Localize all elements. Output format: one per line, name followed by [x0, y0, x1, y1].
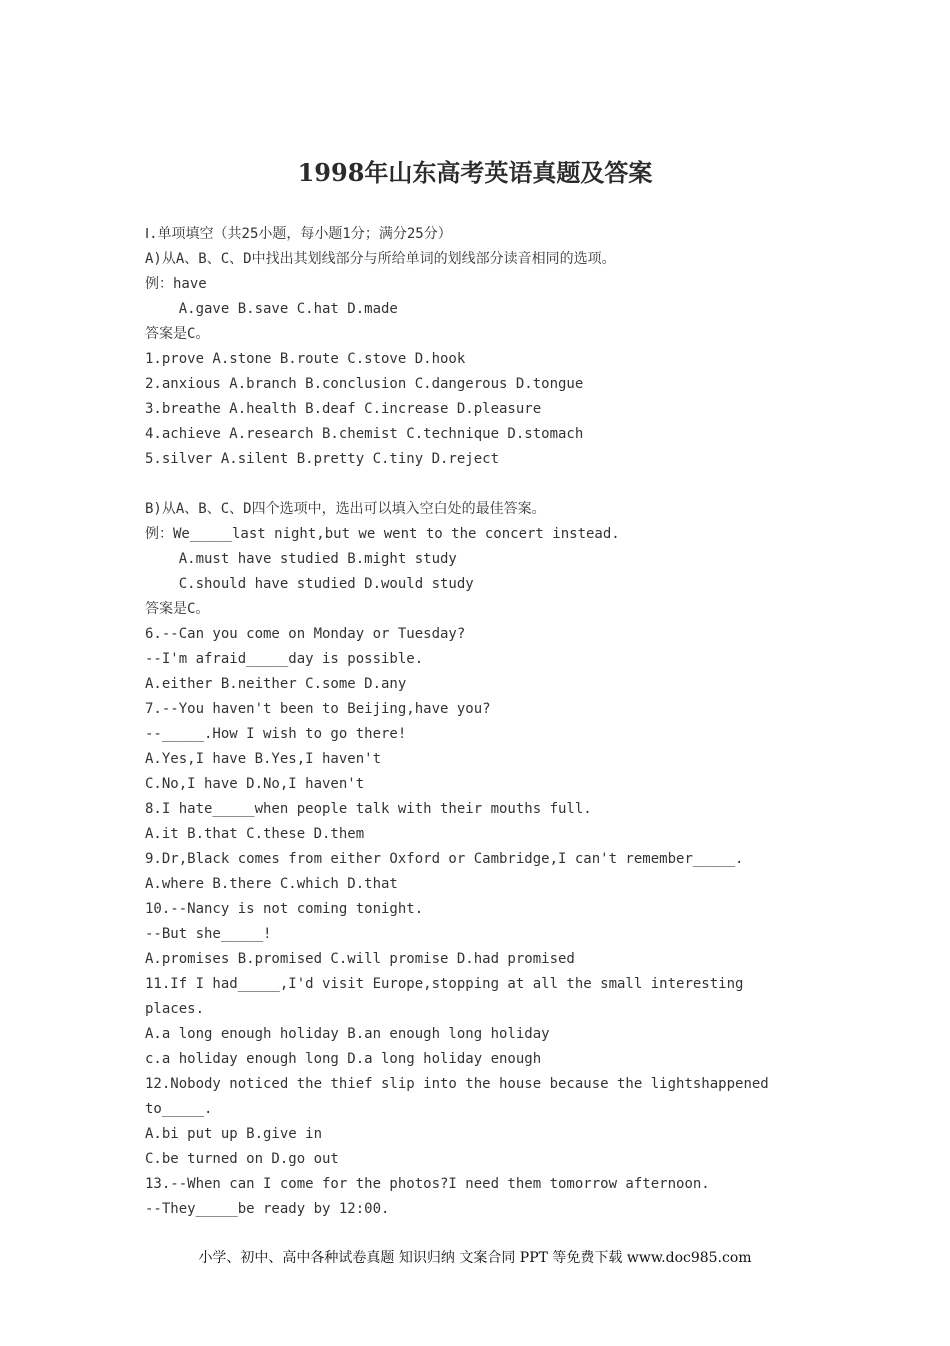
- text-line: 答案是C。: [145, 601, 210, 617]
- text-line: 7.--You haven't been to Beijing,have you?: [145, 701, 491, 717]
- text-line: 例：have: [145, 276, 207, 292]
- text-line: A.Yes,I have B.Yes,I haven't: [145, 751, 382, 767]
- text-line: A.a long enough holiday B.an enough long holiday: [145, 1026, 550, 1042]
- text-line: 4.achieve A.research B.chemist C.technique D.stomach: [145, 426, 584, 442]
- text-line: 9.Dr,Black comes from either Oxford or Cambridge,I can't remember_____.: [145, 851, 744, 867]
- text-line: --_____.How I wish to go there!: [145, 726, 407, 742]
- text-line: 12.Nobody noticed the thief slip into the house because the lightshappened: [145, 1076, 769, 1092]
- text-line: 3.breathe A.health B.deaf C.increase D.pleasure: [145, 401, 542, 417]
- text-line: 11.If I had_____,I'd visit Europe,stopping at all the small interesting: [145, 976, 744, 992]
- text-line: --But she_____!: [145, 926, 272, 942]
- text-line: C.should have studied D.would study: [145, 576, 474, 592]
- text-line: B)从A、B、C、D四个选项中，选出可以填入空白处的最佳答案。: [145, 501, 546, 517]
- text-line: 1.prove A.stone B.route C.stove D.hook: [145, 351, 466, 367]
- text-line: --They_____be ready by 12:00.: [145, 1201, 390, 1217]
- text-line: 答案是C。: [145, 326, 210, 342]
- page-footer: 小学、初中、高中各种试卷真题 知识归纳 文案合同 PPT 等免费下载 www.doc985.com: [198, 1250, 752, 1266]
- text-line: C.be turned on D.go out: [145, 1151, 339, 1167]
- text-line: 5.silver A.silent B.pretty C.tiny D.reject: [145, 451, 500, 467]
- page-title: 1998年山东高考英语真题及答案: [297, 158, 653, 187]
- text-line: [145, 472, 825, 497]
- text-line: 8.I hate_____when people talk with their mouths full.: [145, 801, 592, 817]
- text-line: Ⅰ.单项填空（共25小题，每小题1分；满分25分）: [145, 226, 452, 242]
- text-line: A.promises B.promised C.will promise D.had promised: [145, 951, 575, 967]
- text-line: places.: [145, 1001, 205, 1017]
- text-line: 例：We_____last night,but we went to the concert instead.: [145, 526, 620, 542]
- text-line: 13.--When can I come for the photos?I need them tomorrow afternoon.: [145, 1176, 710, 1192]
- document-body: [145, 222, 825, 1222]
- text-line: A.gave B.save C.hat D.made: [145, 301, 398, 317]
- text-line: 2.anxious A.branch B.conclusion C.dangerous D.tongue: [145, 376, 584, 392]
- text-line: to_____.: [145, 1101, 213, 1117]
- text-line: A.must have studied B.might study: [145, 551, 457, 567]
- text-line: A.either B.neither C.some D.any: [145, 676, 407, 692]
- text-line: --I'm afraid_____day is possible.: [145, 651, 424, 667]
- text-line: 10.--Nancy is not coming tonight.: [145, 901, 424, 917]
- text-line: 6.--Can you come on Monday or Tuesday?: [145, 626, 466, 642]
- text-line: A.bi put up B.give in: [145, 1126, 323, 1142]
- text-line: c.a holiday enough long D.a long holiday enough: [145, 1051, 542, 1067]
- text-line: A)从A、B、C、D中找出其划线部分与所给单词的划线部分读音相同的选项。: [145, 251, 616, 267]
- text-line: A.it B.that C.these D.them: [145, 826, 365, 842]
- text-line: A.where B.there C.which D.that: [145, 876, 398, 892]
- text-line: C.No,I have D.No,I haven't: [145, 776, 365, 792]
